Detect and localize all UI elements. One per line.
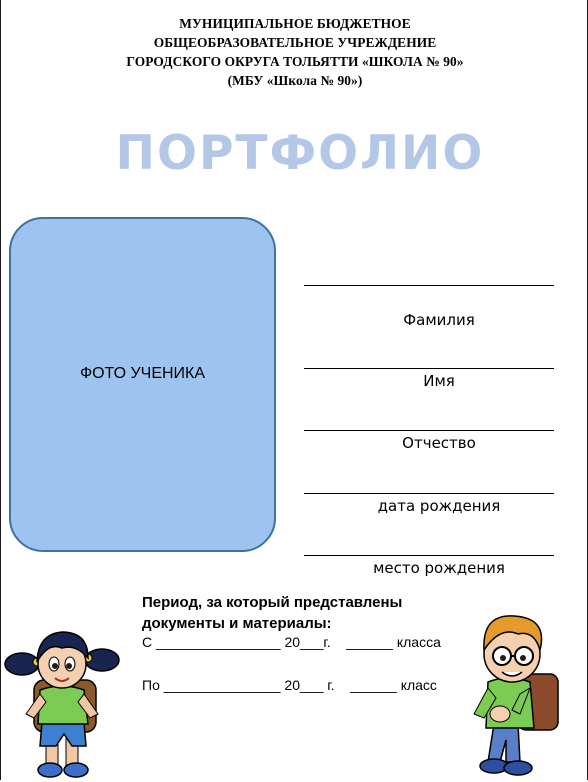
birth-date-label: дата рождения bbox=[377, 497, 501, 515]
header-line-2: ОБЩЕОБРАЗОВАТЕЛЬНОЕ УЧРЕЖДЕНИЕ bbox=[153, 35, 437, 50]
patronymic-field[interactable] bbox=[304, 430, 554, 452]
birth-place-label: место рождения bbox=[373, 559, 505, 577]
portfolio-title: ПОРТФОЛИО bbox=[115, 126, 485, 181]
name-field[interactable] bbox=[304, 368, 554, 390]
birth-place-field[interactable] bbox=[304, 555, 554, 577]
surname-label: Фамилия bbox=[403, 311, 475, 329]
birth-date-field[interactable] bbox=[304, 493, 554, 515]
girl-cartoon-illustration bbox=[4, 618, 122, 782]
patronymic-line bbox=[304, 430, 554, 431]
photo-label: ФОТО УЧЕНИКА bbox=[79, 365, 206, 382]
period-from-row[interactable]: С ________________ 20___г. ______ класса bbox=[142, 634, 441, 650]
period-title-line-1: Период, за который представлены bbox=[142, 594, 403, 611]
surname-field[interactable] bbox=[304, 285, 554, 329]
name-label: Имя bbox=[423, 372, 455, 390]
school-header bbox=[60, 14, 530, 90]
period-to-row[interactable]: По _______________ 20___ г. ______ класс bbox=[142, 677, 437, 693]
period-title-line-2: документы и материалы: bbox=[142, 615, 332, 632]
header-line-3: ГОРОДСКОГО ОКРУГА ТОЛЬЯТТИ «ШКОЛА № 90» bbox=[126, 54, 464, 69]
student-photo-placeholder[interactable] bbox=[9, 217, 276, 552]
birth-place-line bbox=[304, 555, 554, 556]
header-line-4: (МБУ «Школа № 90») bbox=[227, 73, 363, 88]
birth-date-line bbox=[304, 493, 554, 494]
patronymic-label: Отчество bbox=[402, 434, 476, 452]
surname-line bbox=[304, 285, 554, 286]
period-title bbox=[142, 592, 402, 634]
boy-cartoon-illustration bbox=[460, 604, 582, 780]
name-line bbox=[304, 368, 554, 369]
header-line-1: МУНИЦИПАЛЬНОЕ БЮДЖЕТНОЕ bbox=[179, 16, 411, 31]
